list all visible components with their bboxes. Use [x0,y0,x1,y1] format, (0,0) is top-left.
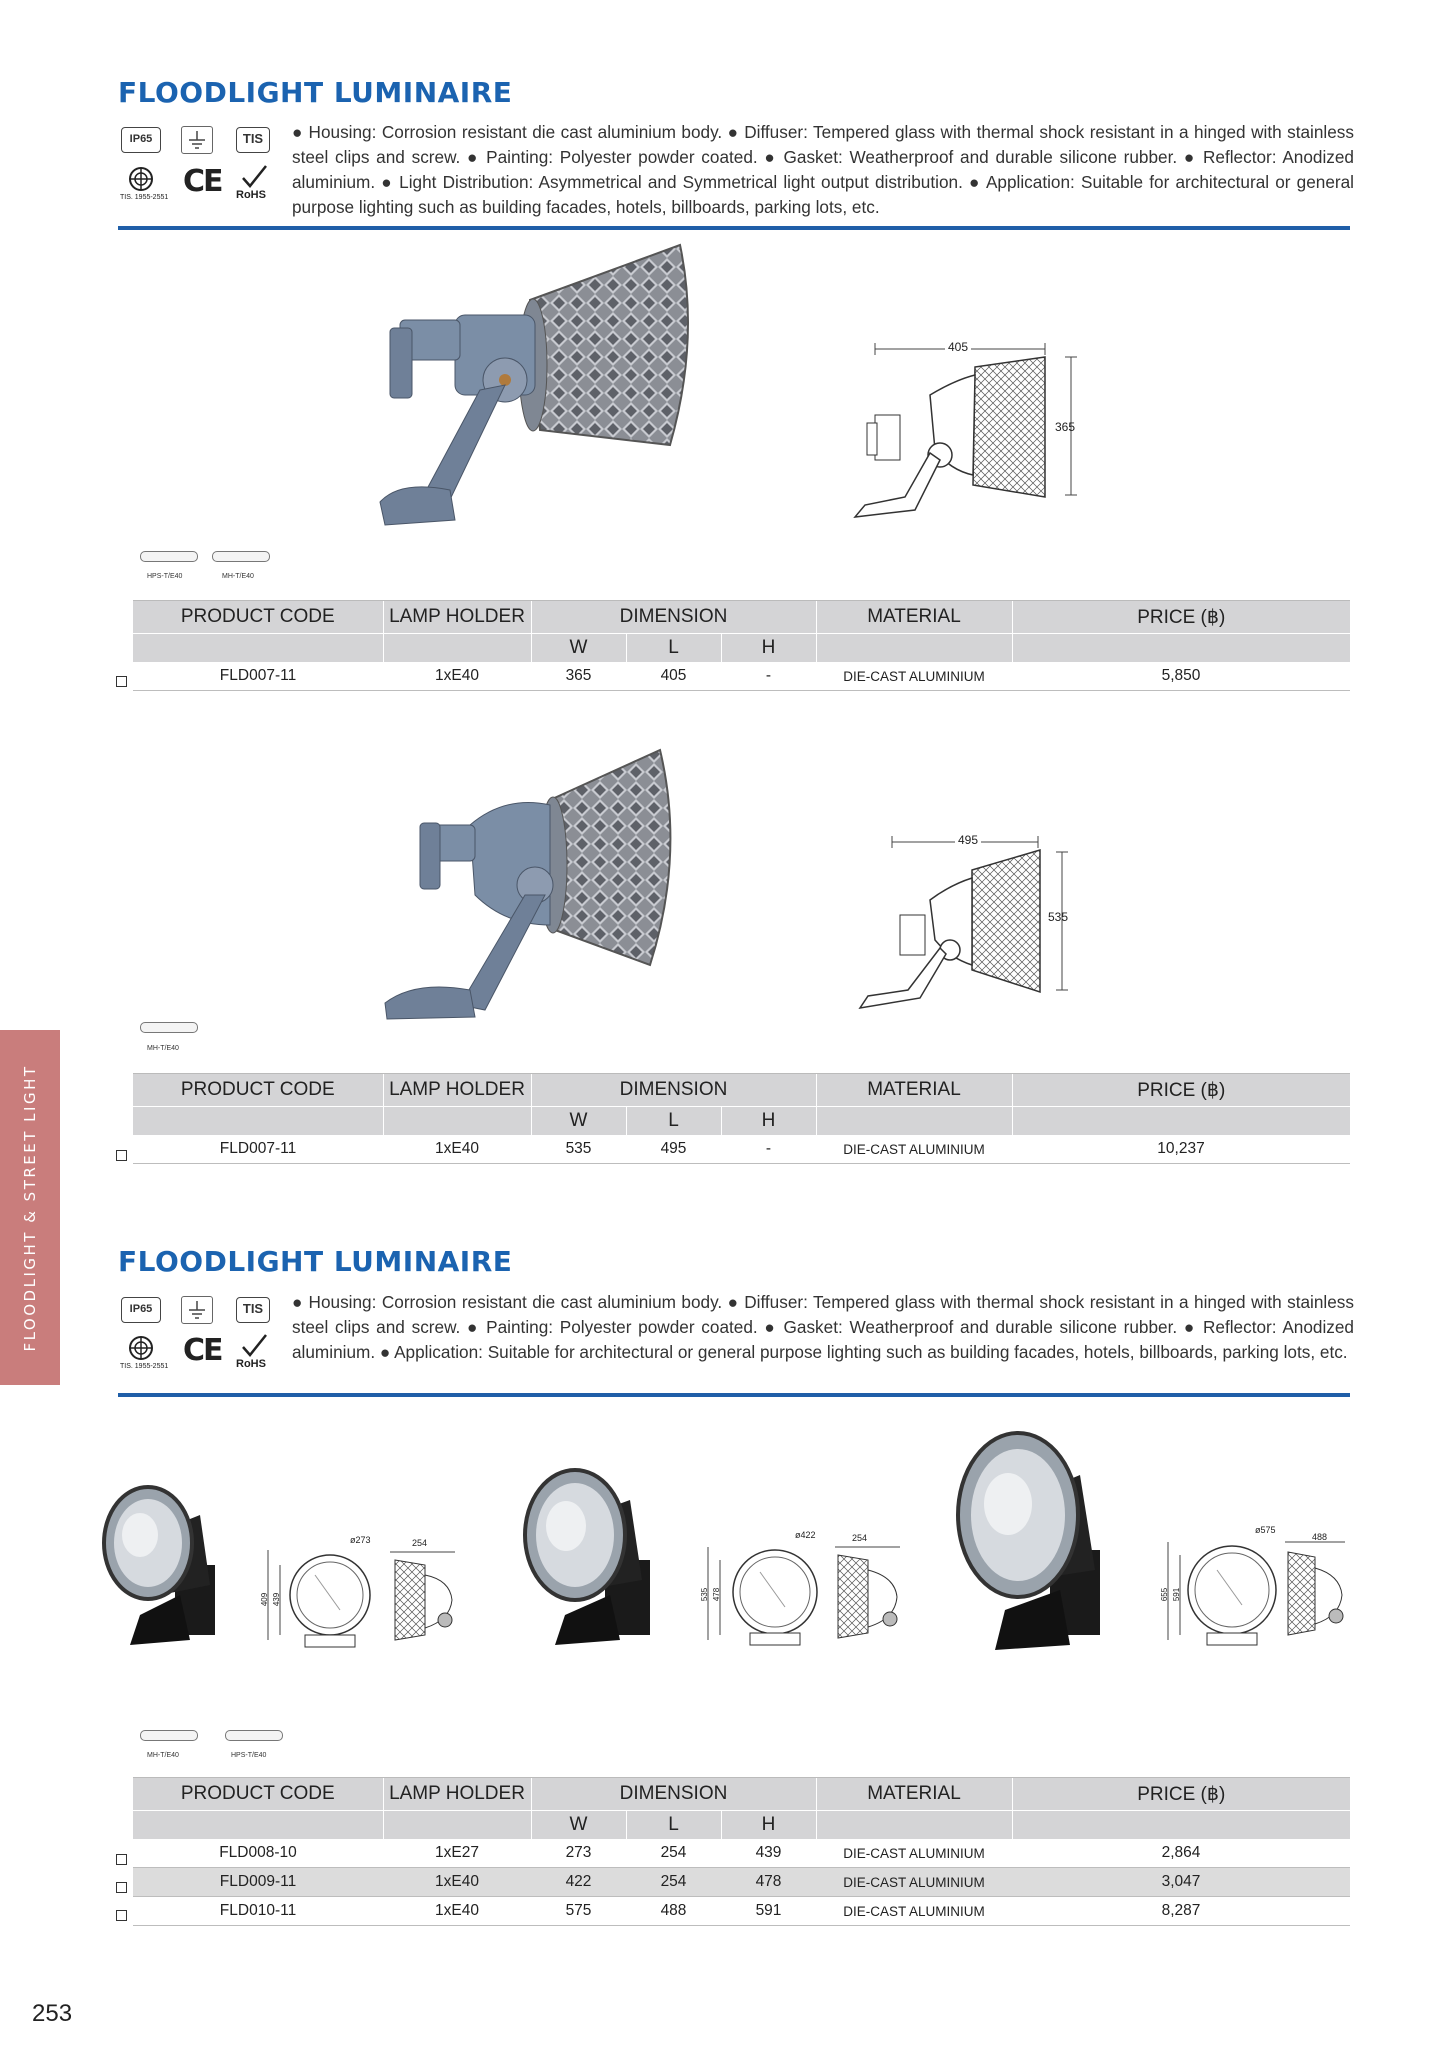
spec-table [133,1073,1350,1164]
rohs-mark: RoHS [236,1358,266,1370]
spec-table [133,1777,1350,1926]
header-h: H [721,1811,816,1840]
dimension-w: 273 [531,1839,626,1868]
price: 10,237 [1012,1135,1350,1164]
dimension-h: 478 [721,1868,816,1897]
material: DIE-CAST ALUMINIUM [816,662,1012,691]
diameter-label: ø575 [1255,1525,1276,1535]
table-row [133,1135,1350,1164]
header-product-code: PRODUCT CODE [133,601,383,634]
product-image-row [100,1420,1350,1680]
dimension-w: 535 [531,1135,626,1164]
price: 8,287 [1012,1897,1350,1926]
dimension-h: - [721,1135,816,1164]
material: DIE-CAST ALUMINIUM [816,1868,1012,1897]
diameter-label: ø273 [350,1535,371,1545]
product-code: FLD008-10 [133,1839,383,1868]
dimension-drawing [260,1540,470,1650]
dimension-drawing [700,1535,910,1650]
round-floodlight-photo [100,1475,240,1655]
dimension-w: 422 [531,1868,626,1897]
tis-number: TIS. 1955-2551 [120,1363,169,1370]
header-product-code: PRODUCT CODE [133,1074,383,1107]
dimension-l: 495 [626,1135,721,1164]
tis-mark-icon [128,166,154,197]
section-divider [118,226,1350,230]
header-l: L [626,1811,721,1840]
lamp-holder: 1xE40 [383,1897,531,1926]
material: DIE-CAST ALUMINIUM [816,1897,1012,1926]
height-label: 409 [260,1592,270,1607]
header-material: MATERIAL [816,601,1012,634]
header-lamp-holder: LAMP HOLDER [383,1778,531,1811]
dimension-l: 488 [626,1897,721,1926]
height-label: 478 [712,1587,722,1602]
row-checkbox[interactable] [116,1910,127,1921]
ce-mark: CE [183,1333,222,1368]
side-category-tab [0,1030,60,1385]
height-dimension-label: 535 [1048,910,1069,924]
header-h: H [721,1107,816,1136]
row-checkbox[interactable] [116,676,127,687]
height-label: 591 [1172,1587,1182,1602]
lamp-holder: 1xE40 [383,662,531,691]
dimension-h: - [721,662,816,691]
lamp-holder: 1xE40 [383,1868,531,1897]
product-description: ● Housing: Corrosion resistant die cast aluminium body. ● Diffuser: Tempered glass with thermal shock resistant in a hinged with stainless steel clips and screw. ● Painting: Polyester powder coated. ● Gasket: Weatherproof and durable silicone rubber. ● Reflector: Anodized aluminium. ● Light Distribution: Asymmetrical and Symmetrical light output distribution. ● Application: Suitable for architectural or general purpose lighting such as building facades, hotels, billboards, parking lots, etc. [292,122,1354,217]
row-checkbox[interactable] [116,1854,127,1865]
dimension-h: 591 [721,1897,816,1926]
tis-mark-icon [128,1335,154,1366]
lamp-type-label: MH-T/E40 [147,1045,179,1052]
depth-label: 488 [1312,1532,1328,1542]
ce-mark: CE [183,164,222,199]
page-number: 253 [32,2000,73,2027]
section-divider [118,1393,1350,1397]
price: 3,047 [1012,1868,1350,1897]
lamp-tube-icon [140,551,198,562]
product-code: FLD007-11 [133,662,383,691]
header-dimension: DIMENSION [531,1778,816,1811]
dimension-l: 405 [626,662,721,691]
header-product-code: PRODUCT CODE [133,1778,383,1811]
product-code: FLD007-11 [133,1135,383,1164]
lamp-tube-icon [140,1730,198,1741]
section-title: FLOODLIGHT LUMINAIRE [118,1245,513,1278]
ip65-badge: IP65 [121,1297,161,1323]
lamp-type-label: MH-T/E40 [147,1752,179,1759]
lamp-type-label: HPS-T/E40 [147,573,183,580]
row-checkbox[interactable] [116,1150,127,1161]
header-lamp-holder: LAMP HOLDER [383,601,531,634]
side-category-label: FLOODLIGHT & STREET LIGHT [21,1064,39,1352]
header-material: MATERIAL [816,1778,1012,1811]
table-row [133,1897,1350,1926]
dimension-l: 254 [626,1868,721,1897]
header-l: L [626,1107,721,1136]
header-dimension: DIMENSION [531,1074,816,1107]
depth-label: 254 [852,1533,868,1543]
lamp-type-label: HPS-T/E40 [231,1752,267,1759]
header-h: H [721,634,816,663]
tis-badge: TIS [236,1297,270,1323]
table-row [133,662,1350,691]
ip65-badge: IP65 [121,127,161,153]
dimension-drawing [850,830,1080,1025]
lamp-holder: 1xE27 [383,1839,531,1868]
dimension-h: 439 [721,1839,816,1868]
tis-number: TIS. 1955-2551 [120,194,169,201]
product-code: FLD009-11 [133,1868,383,1897]
header-price: PRICE (฿) [1012,1778,1350,1811]
height-dimension-label: 365 [1055,420,1076,434]
table-row [133,1839,1350,1868]
price: 2,864 [1012,1839,1350,1868]
table-row [133,1868,1350,1897]
header-l: L [626,634,721,663]
header-w: W [531,1107,626,1136]
dimension-l: 254 [626,1839,721,1868]
height-label: 535 [700,1587,710,1602]
header-dimension: DIMENSION [531,601,816,634]
material: DIE-CAST ALUMINIUM [816,1839,1012,1868]
dimension-drawing [1160,1530,1350,1650]
product-description: ● Housing: Corrosion resistant die cast aluminium body. ● Diffuser: Tempered glass with thermal shock resistant in a hinged with stainless steel clips and screw. ● Painting: Polyester powder coated. ● Gasket: Weatherproof and durable silicone rubber. ● Reflector: Anodized aluminium. ● Application: Suitable for architectural or general purpose lighting such as building facades, hotels, billboards, parking lots, etc. [292,1292,1354,1362]
header-price: PRICE (฿) [1012,601,1350,634]
lamp-type-label: MH-T/E40 [222,573,254,580]
earth-ground-icon [181,126,213,154]
depth-label: 254 [412,1538,428,1548]
lamp-tube-icon [212,551,270,562]
lamp-holder: 1xE40 [383,1135,531,1164]
floodlight-photo [370,240,700,535]
header-material: MATERIAL [816,1074,1012,1107]
header-w: W [531,1811,626,1840]
dimension-w: 365 [531,662,626,691]
material: DIE-CAST ALUMINIUM [816,1135,1012,1164]
product-code: FLD010-11 [133,1897,383,1926]
round-floodlight-photo [950,1420,1130,1660]
dimension-w: 575 [531,1897,626,1926]
dimension-drawing [845,335,1095,540]
lamp-tube-icon [225,1730,283,1741]
floodlight-photo [375,745,685,1030]
round-floodlight-photo [520,1460,670,1655]
section-title: FLOODLIGHT LUMINAIRE [118,76,513,109]
header-w: W [531,634,626,663]
earth-ground-icon [181,1296,213,1324]
spec-table [133,600,1350,691]
price: 5,850 [1012,662,1350,691]
header-lamp-holder: LAMP HOLDER [383,1074,531,1107]
row-checkbox[interactable] [116,1882,127,1893]
tis-badge: TIS [236,127,270,153]
header-price: PRICE (฿) [1012,1074,1350,1107]
lamp-tube-icon [140,1022,198,1033]
height-label: 439 [272,1592,282,1607]
width-dimension-label: 405 [945,340,971,354]
diameter-label: ø422 [795,1530,816,1540]
width-dimension-label: 495 [955,833,981,847]
height-label: 655 [1160,1587,1170,1602]
rohs-mark: RoHS [236,189,266,201]
